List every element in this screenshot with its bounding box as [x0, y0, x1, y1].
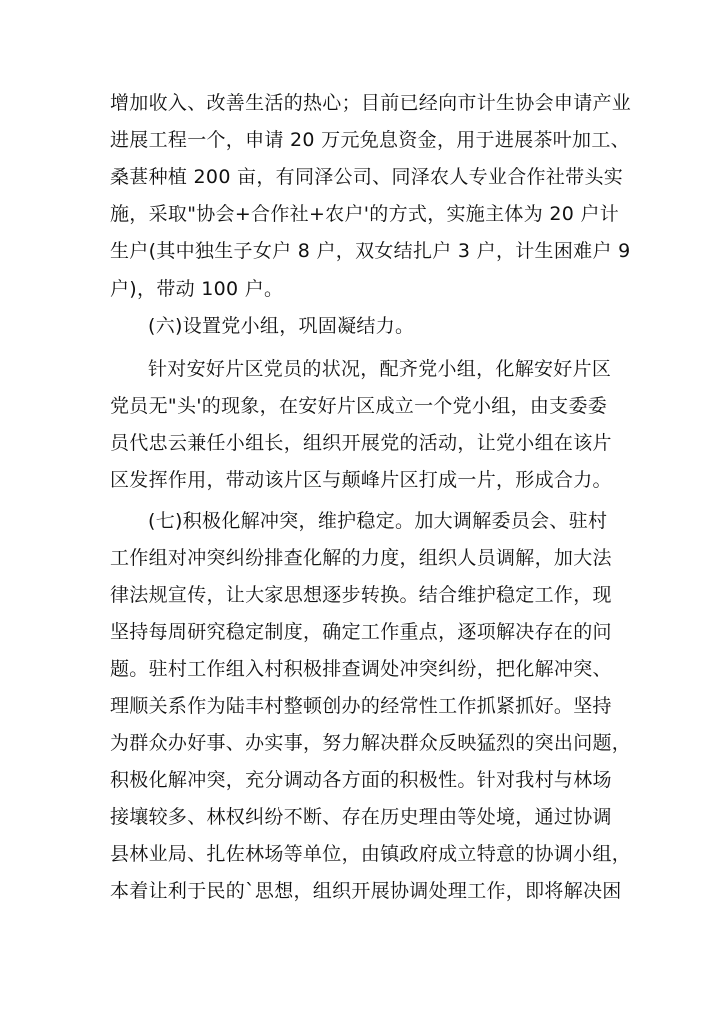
text-line: (七)积极化解冲突，维护稳定。加大调解委员会、驻村	[148, 510, 608, 532]
text-line: 工作组对冲突纠纷排查化解的力度，组织人员调解，加大法	[110, 547, 612, 569]
text-line: 生户(其中独生子女户 8 户，双女结扎户 3 户，计生困难户 9	[110, 240, 631, 262]
text-line: 接壤较多、林权纠纷不断、存在历史理由等处境，通过协调	[110, 806, 612, 828]
text-line: 本着让利于民的`思想，组织开展协调处理工作，即将解决困	[110, 880, 622, 902]
text-line: 户)，带动 100 户。	[110, 278, 284, 300]
text-line: 增加收入、改善生活的热心；目前已经向市计生协会申请产业	[110, 92, 632, 114]
text-line: 题。驻村工作组入村积极排查调处冲突纠纷，把化解冲突、	[110, 658, 612, 680]
text-line: 律法规宣传，让大家思想逐步转换。结合维护稳定工作，现	[110, 584, 612, 606]
text-line: 积极化解冲突，充分调动各方面的积极性。针对我村与林场	[110, 769, 612, 791]
text-line: 针对安好片区党员的状况，配齐党小组，化解安好片区	[148, 358, 612, 380]
text-line: 县林业局、扎佐林场等单位，由镇政府成立特意的协调小组，	[110, 843, 632, 865]
text-line: 区发挥作用，带动该片区与颠峰片区打成一片，形成合力。	[110, 469, 612, 491]
text-line: 桑葚种植 200 亩，有同泽公司、同泽农人专业合作社带头实	[110, 166, 624, 188]
text-line: 坚持每周研究稳定制度，确定工作重点，逐项解决存在的问	[110, 621, 612, 643]
section-heading-text: (六)设置党小组，巩固凝结力。	[148, 315, 415, 337]
text-line: 理顺关系作为陆丰村整顿创办的经常性工作抓紧抓好。坚持	[110, 695, 612, 717]
text-line: 员代忠云兼任小组长，组织开展党的活动，让党小组在该片	[110, 432, 612, 454]
text-line: 进展工程一个，申请 20 万元免息资金，用于进展茶叶加工、	[110, 129, 630, 151]
text-line: 党员无"头'的现象，在安好片区成立一个党小组，由支委委	[110, 395, 608, 417]
text-line: 为群众办好事、办实事，努力解决群众反映猛烈的突出问题，	[110, 732, 632, 754]
text-line: 施，采取"协会+合作社+农户'的方式，实施主体为 20 户计	[110, 203, 620, 225]
